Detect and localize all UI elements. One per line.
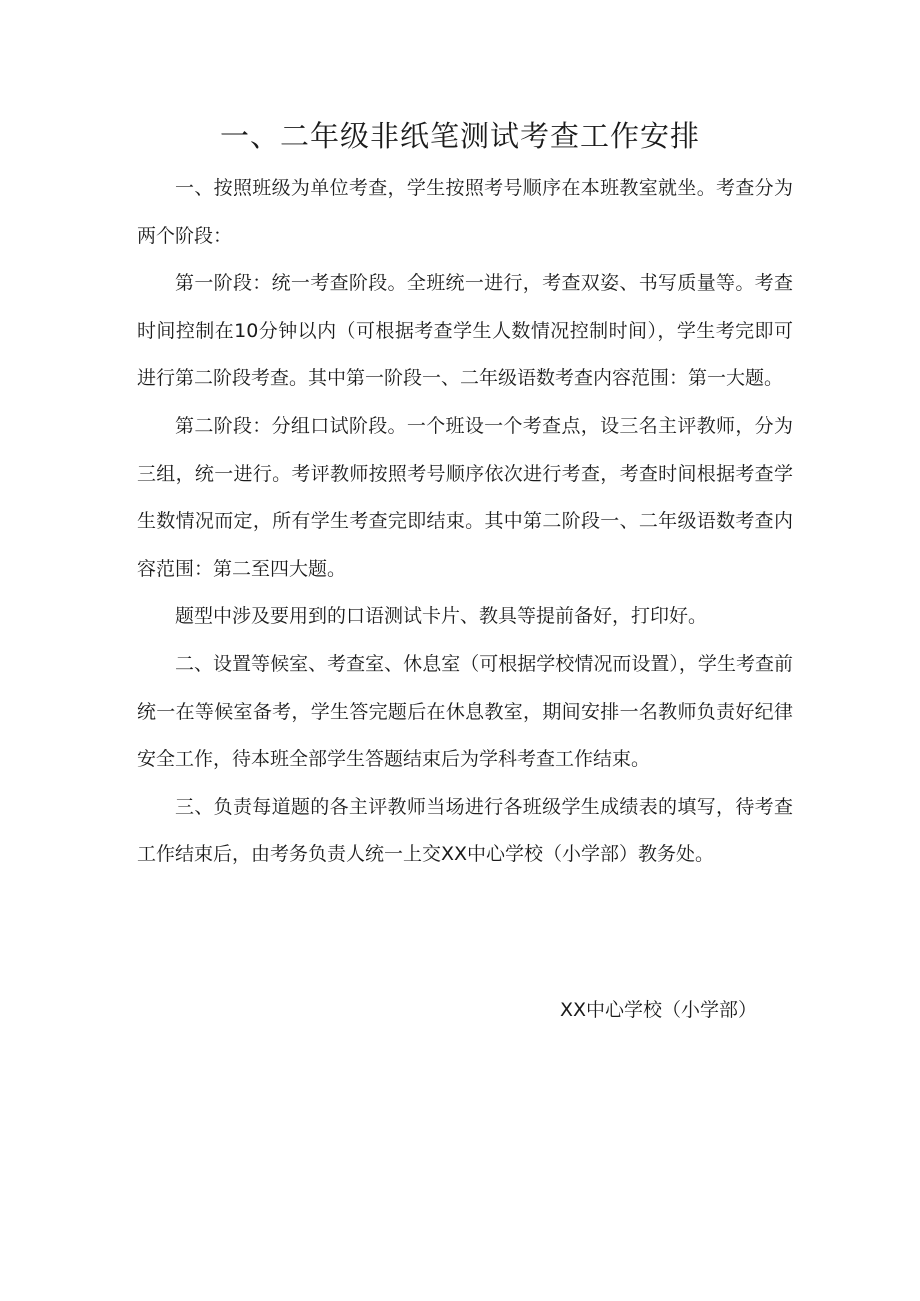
- paragraph-stage-two: 第二阶段：分组口试阶段。一个班设一个考查点，设三名主评教师，分为三组，统一进行。考评教师按照考号顺序依次进行考查，考查时间根据考查学生数情况而定，所有学生考查完即结束。其中第二阶段一、二年级语数考查内容范围：第二至四大题。: [137, 414, 793, 580]
- document-title: 一、二年级非纸笔测试考查工作安排: [219, 119, 700, 153]
- document-body: [137, 165, 793, 879]
- paragraph-grading: 三、负责每道题的各主评教师当场进行各班级学生成绩表的填写，待考查工作结束后，由考务负责人统一上交XX中心学校（小学部）教务处。: [137, 795, 793, 866]
- paragraph-stage-one: 第一阶段：统一考查阶段。全班统一进行，考查双姿、书写质量等。考查时间控制在10分钟以内（可根据考查学生人数情况控制时间），学生考完即可进行第二阶段考查。其中第一阶段一、二年级语数考查内容范围：第一大题。: [137, 272, 793, 390]
- paragraph-rooms: 二、设置等候室、考查室、休息室（可根据学校情况而设置），学生考查前统一在等候室备考，学生答完题后在休息教室，期间安排一名教师负责好纪律安全工作，待本班全部学生答题结束后为学科考查工作结束。: [137, 652, 793, 771]
- paragraph-exam-organization: 一、按照班级为单位考查，学生按照考号顺序在本班教室就坐。考查分为两个阶段：: [137, 177, 793, 247]
- document-signature: XX中心学校（小学部）: [560, 999, 758, 1021]
- paragraph-materials: 题型中涉及要用到的口语测试卡片、教具等提前备好，打印好。: [175, 605, 708, 628]
